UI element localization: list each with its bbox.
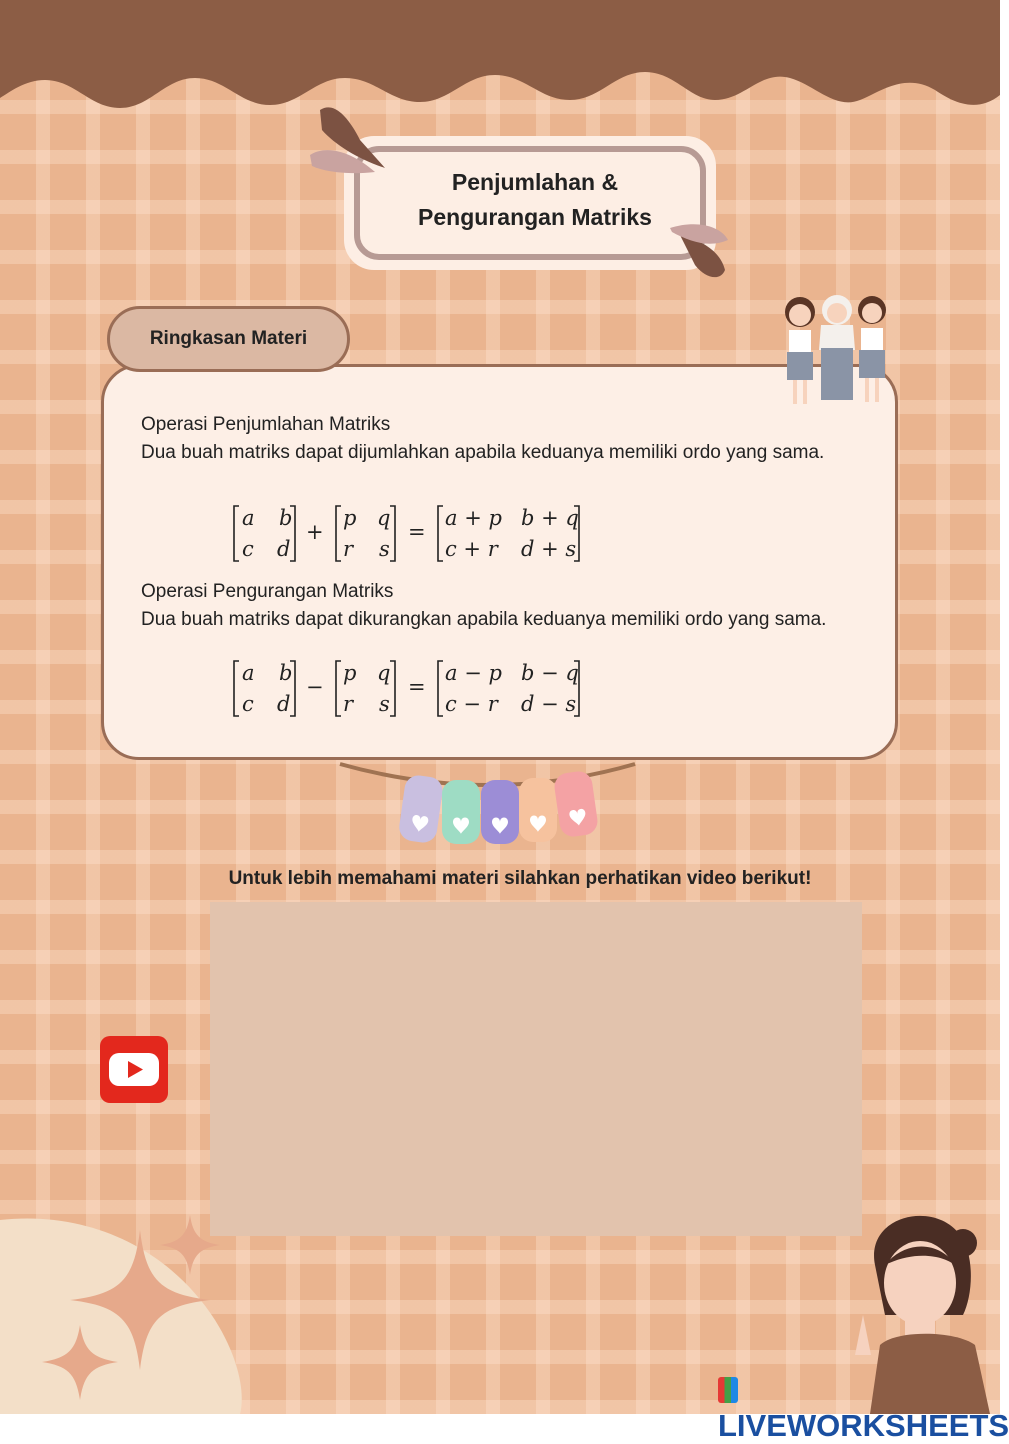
subtraction-description: Dua buah matriks dapat dikurangkan apabila keduanya memiliki ordo yang sama.: [141, 609, 827, 630]
add-result-21: c + r: [445, 537, 498, 561]
sub-a-11: a: [242, 661, 255, 685]
add-b-11: p: [343, 506, 357, 530]
youtube-logo-shape: [100, 1036, 168, 1103]
bunting-flag-5: [553, 770, 600, 839]
youtube-icon[interactable]: [100, 1036, 168, 1103]
bunting-flag-3: [481, 780, 519, 844]
liveworksheets-mark-icon: [718, 1377, 738, 1403]
sub-b-12: q: [377, 661, 391, 685]
add-a-21: c: [242, 537, 254, 561]
brand-text: LIVEWORKSHEETS: [718, 1408, 1009, 1443]
addition-heading: Operasi Penjumlahan Matriks: [141, 414, 391, 435]
sub-result-21: c − r: [445, 692, 498, 716]
title-line-1: Penjumlahan &: [451, 169, 619, 195]
add-equals: =: [408, 520, 426, 544]
subtraction-heading: Operasi Pengurangan Matriks: [141, 581, 394, 602]
sub-result-12: b − q: [521, 661, 579, 685]
add-a-11: a: [242, 506, 255, 530]
add-operator: +: [306, 520, 324, 544]
add-result-11: a + p: [445, 506, 502, 530]
sub-a-22: d: [277, 692, 291, 716]
sub-result-11: a − p: [445, 661, 502, 685]
bunting-flag-1: [397, 774, 444, 845]
sub-a-21: c: [242, 692, 254, 716]
video-prompt: Untuk lebih memahami materi silahkan perhatikan video berikut!: [228, 868, 812, 889]
title-line-2: Pengurangan Matriks: [418, 204, 652, 230]
sub-b-11: p: [343, 661, 357, 685]
add-b-21: r: [343, 537, 354, 561]
add-b-12: q: [377, 506, 391, 530]
bunting-flag-2: [442, 780, 480, 844]
sub-b-21: r: [343, 692, 354, 716]
sub-operator: −: [306, 675, 324, 699]
add-a-12: b: [279, 506, 293, 530]
add-b-22: s: [379, 537, 390, 561]
bunting-decoration: [335, 758, 645, 850]
add-a-22: d: [277, 537, 291, 561]
sub-a-12: b: [279, 661, 293, 685]
summary-tab: [107, 306, 350, 372]
liveworksheets-logo: [718, 1372, 1009, 1444]
addition-description: Dua buah matriks dapat dijumlahkan apabila keduanya memiliki ordo yang sama.: [141, 442, 825, 463]
video-embed-area[interactable]: [210, 902, 862, 1236]
sparkle-decoration: [0, 1210, 250, 1414]
add-result-12: b + q: [521, 506, 579, 530]
page-title: [380, 165, 690, 235]
sub-equals: =: [408, 675, 426, 699]
bunting-flag-4: [519, 778, 557, 842]
students-illustration: [775, 290, 900, 412]
sub-b-22: s: [379, 692, 390, 716]
summary-tab-label: Ringkasan Materi: [149, 328, 308, 349]
add-result-22: d + s: [521, 537, 577, 561]
sub-result-22: d − s: [521, 692, 577, 716]
